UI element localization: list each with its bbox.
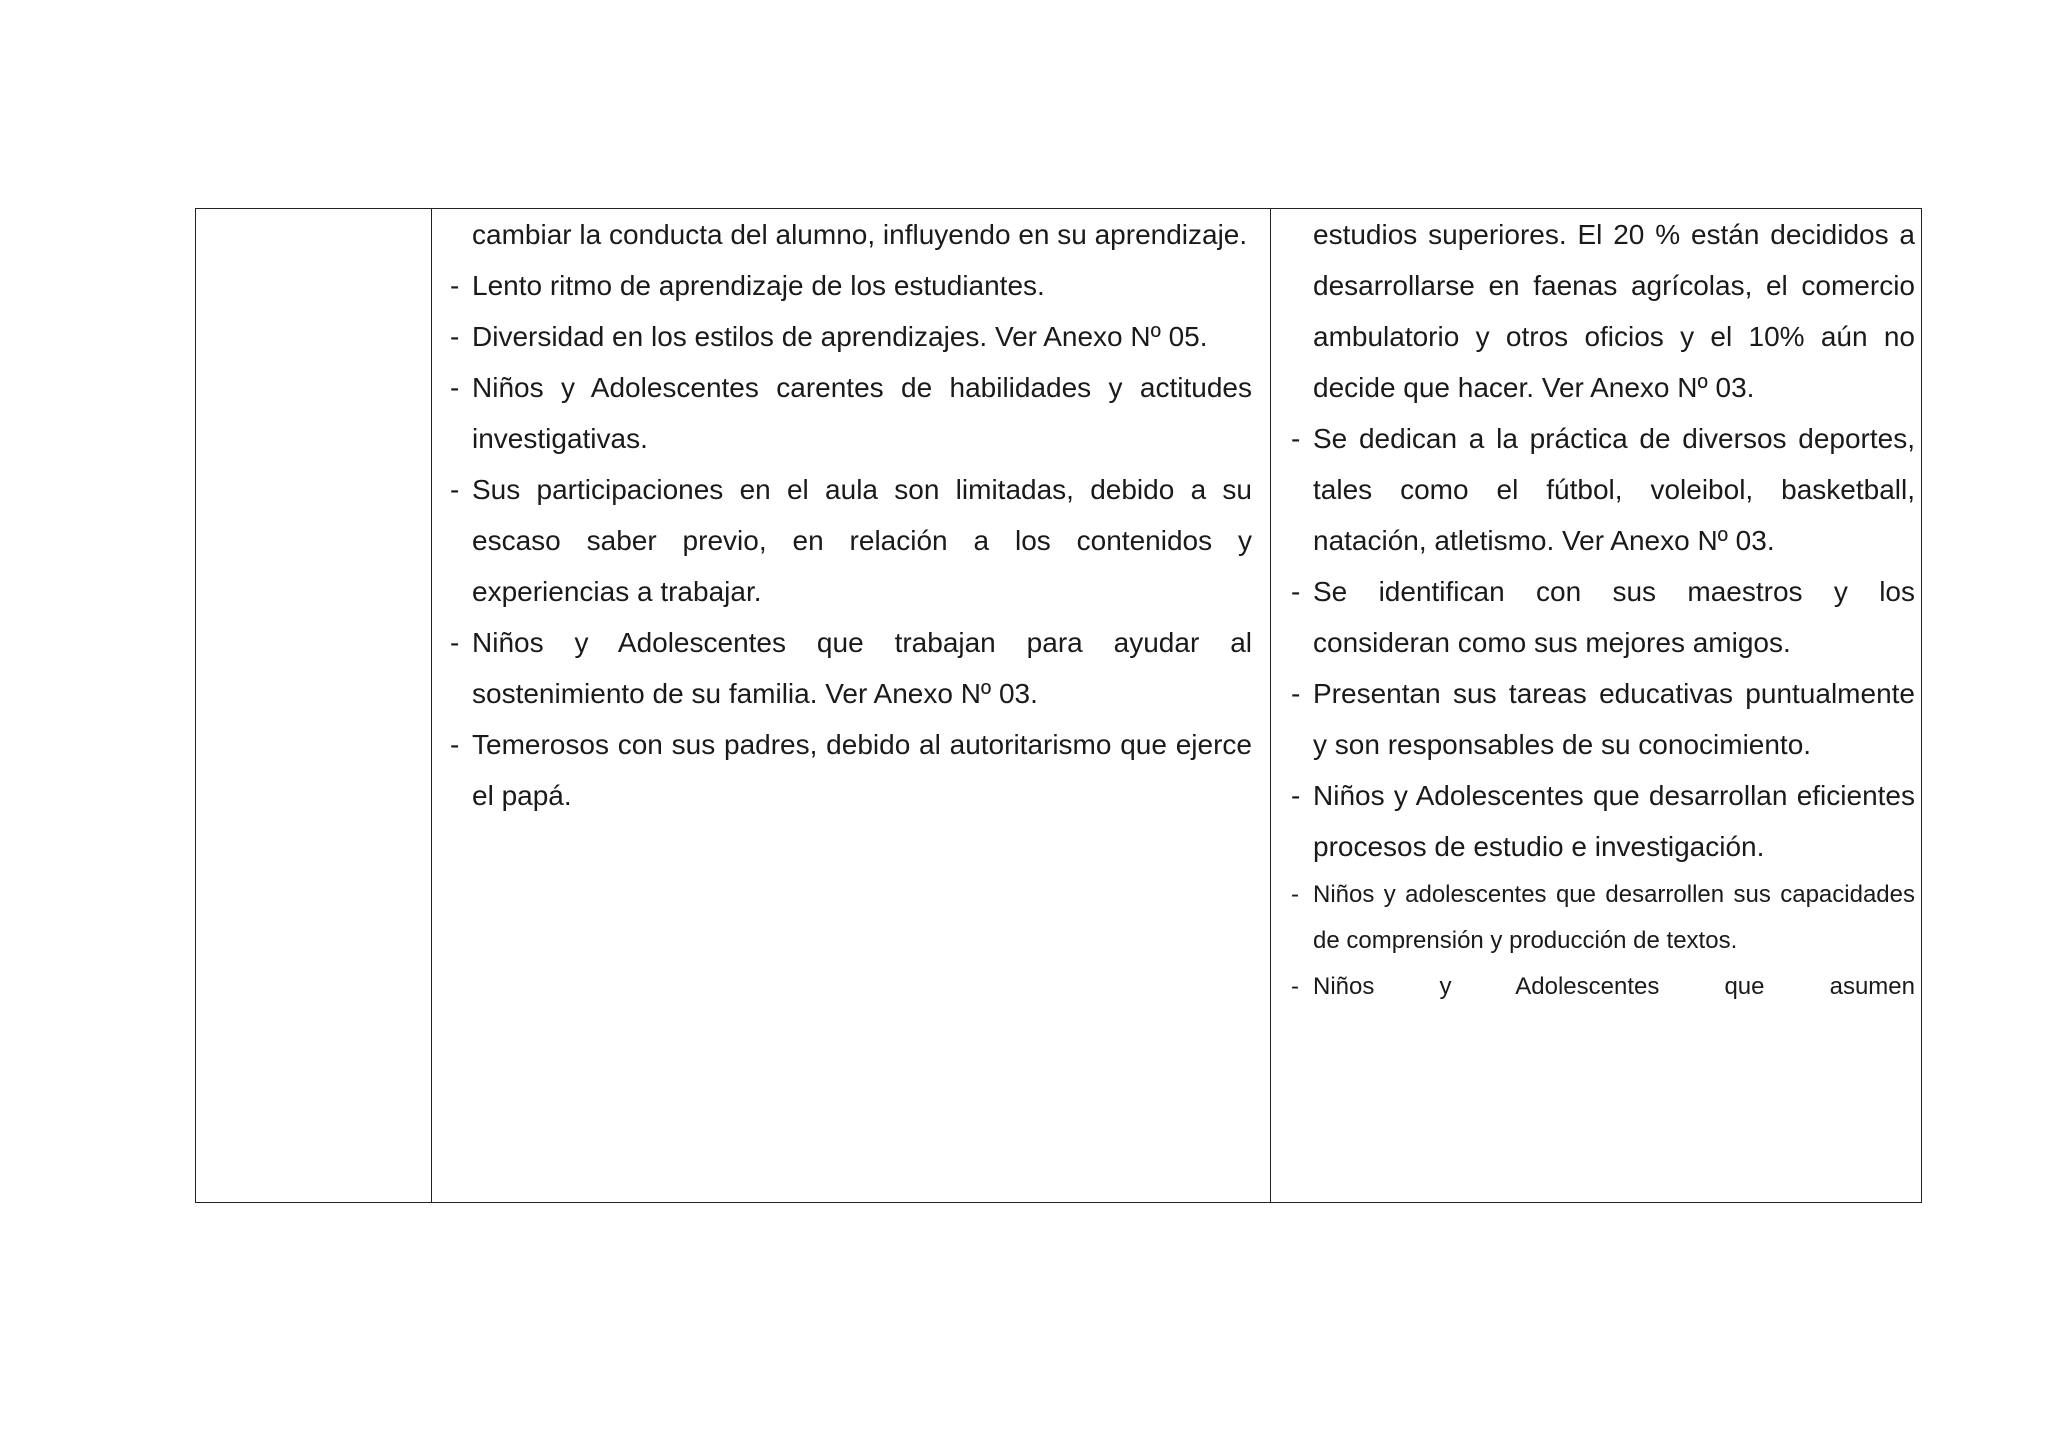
- table-column-problems: [432, 209, 1271, 1202]
- list-item: - Se dedican a la práctica de diversos deportes, tales como el fútbol, voleibol, basketball, natación, atletismo. Ver Anexo Nº 03.: [1291, 423, 1915, 556]
- list-item: - Niños y Adolescentes que desarrollan eficientes procesos de estudio e investigación.: [1291, 780, 1915, 862]
- list-item: - Diversidad en los estilos de aprendizajes. Ver Anexo Nº 05.: [450, 321, 1208, 352]
- list-item: estudios superiores. El 20 % están decididos a desarrollarse en faenas agrícolas, el comercio ambulatorio y otros oficios y el 10% aún no decide que hacer. Ver Anexo Nº 03.: [1313, 219, 1915, 403]
- list-item: - Presentan sus tareas educativas puntualmente y son responsables de su conocimiento.: [1291, 678, 1915, 760]
- list-item: - Niños y Adolescentes que asumen: [1291, 973, 1915, 1000]
- list-item: - Se identifican con sus maestros y los consideran como sus mejores amigos.: [1291, 576, 1915, 658]
- list-item: cambiar la conducta del alumno, influyendo en su aprendizaje.: [472, 219, 1248, 250]
- list-item: - Temerosos con sus padres, debido al autoritarismo que ejerce el papá.: [450, 729, 1252, 811]
- strengths-list: [1291, 209, 1915, 1010]
- table-column-strengths: [1271, 209, 1921, 1202]
- list-item: - Lento ritmo de aprendizaje de los estudiantes.: [450, 270, 1045, 301]
- problems-list: [450, 209, 1252, 821]
- table-column-empty: [196, 209, 432, 1202]
- content-table: [195, 208, 1922, 1203]
- list-item: - Niños y adolescentes que desarrollen sus capacidades de comprensión y producción de textos.: [1291, 881, 1915, 954]
- list-item: - Niños y Adolescentes que trabajan para ayudar al sostenimiento de su familia. Ver Anexo Nº 03.: [450, 627, 1252, 709]
- list-item: - Sus participaciones en el aula son limitadas, debido a su escaso saber previo, en relación a los contenidos y experiencias a trabajar.: [450, 474, 1252, 607]
- list-item: - Niños y Adolescentes carentes de habilidades y actitudes investigativas.: [450, 372, 1252, 454]
